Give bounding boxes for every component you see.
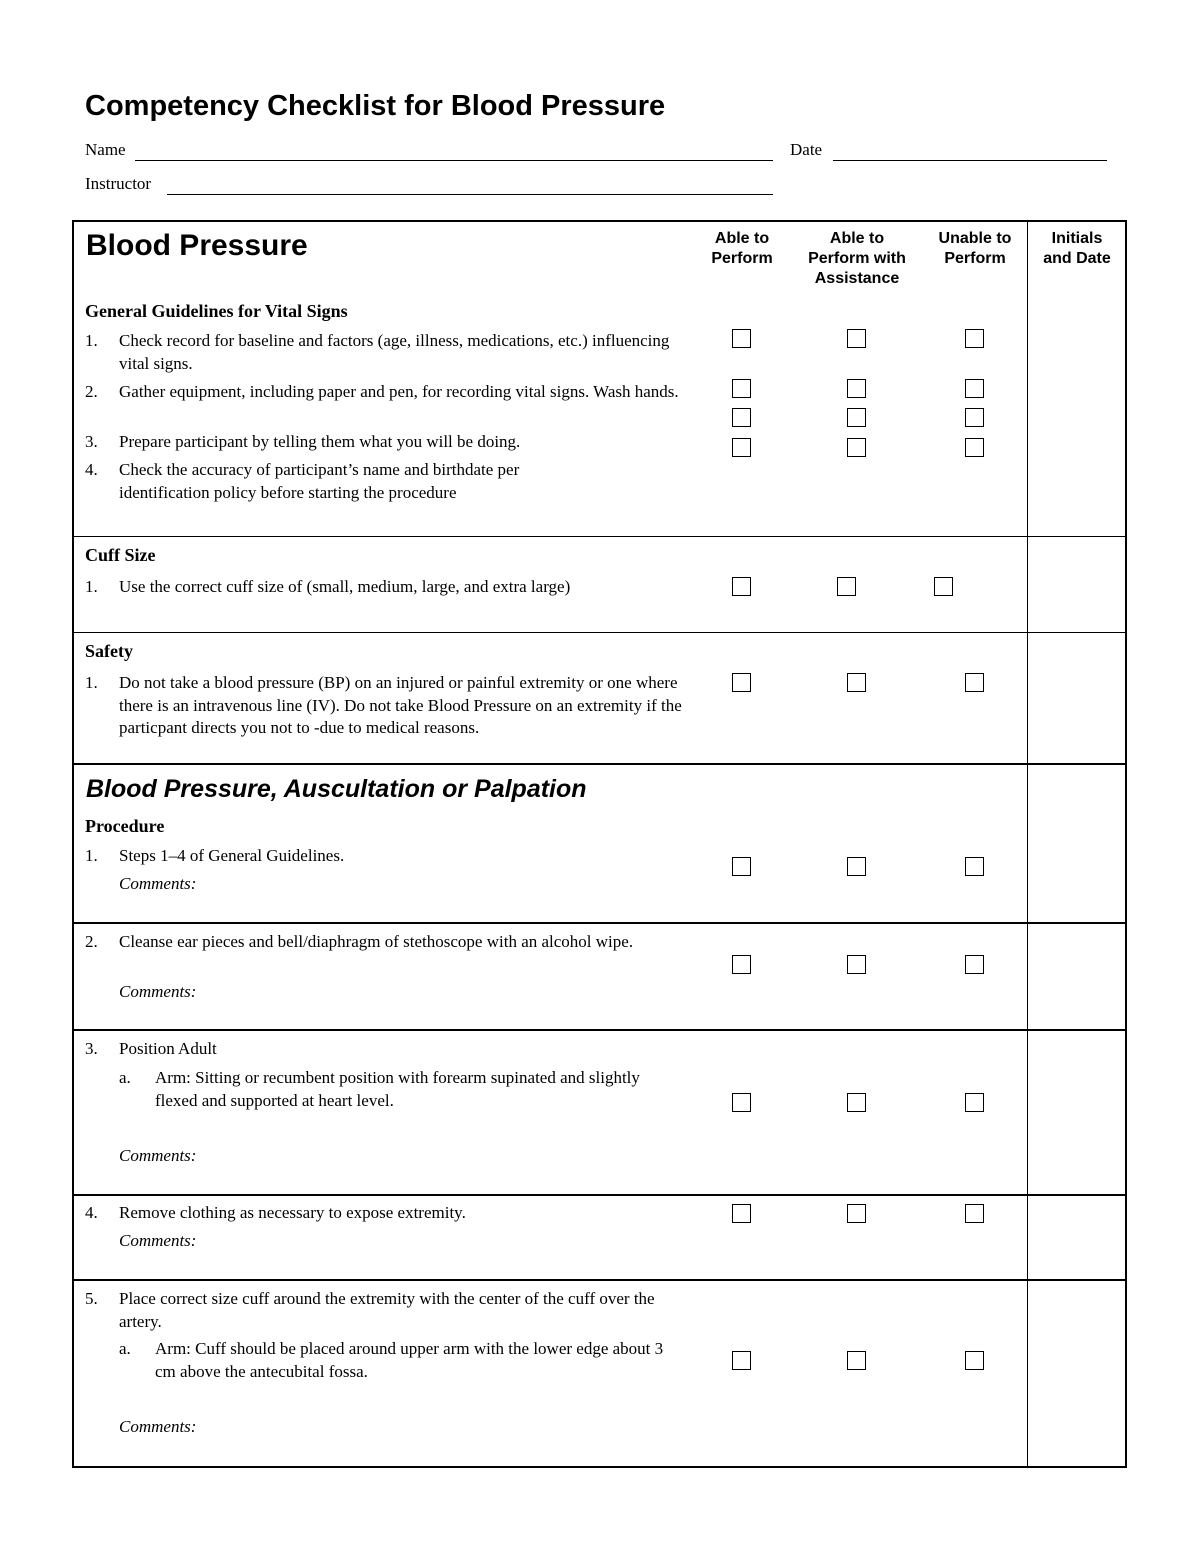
item-number: 3. bbox=[85, 432, 98, 451]
comments-label: Comments: bbox=[119, 1417, 197, 1436]
checkbox-assistance[interactable] bbox=[847, 857, 866, 876]
col-initials-and-date: Initials and Date bbox=[1043, 230, 1111, 267]
checkbox-assistance[interactable] bbox=[847, 438, 866, 457]
safety-item-1: Do not take a blood pressure (BP) on an injured or painful extremity or one where there is an intravenous line (IV). Do not take Blood Pressure on an extremity if the particpant directs you not to -due to medical reasons. bbox=[119, 673, 682, 737]
checkbox-assistance[interactable] bbox=[847, 329, 866, 348]
checkbox-assistance[interactable] bbox=[847, 955, 866, 974]
item-number: 2. bbox=[85, 382, 98, 401]
checkbox-able[interactable] bbox=[732, 438, 751, 457]
section-title-blood-pressure: Blood Pressure bbox=[86, 229, 308, 262]
checkbox-unable[interactable] bbox=[965, 857, 984, 876]
checkbox-unable[interactable] bbox=[965, 1093, 984, 1112]
row-divider bbox=[72, 1194, 1127, 1196]
col-unable-to-perform: Unable to Perform bbox=[938, 230, 1012, 267]
checkbox-unable[interactable] bbox=[965, 438, 984, 457]
step-2-text: Cleanse ear pieces and bell/diaphragm of stethoscope with an alcohol wipe. bbox=[119, 932, 634, 951]
checkbox-able[interactable] bbox=[732, 577, 751, 596]
step-number: 4. bbox=[85, 1203, 98, 1222]
checkbox-unable[interactable] bbox=[965, 955, 984, 974]
name-label: Name bbox=[85, 140, 126, 159]
checkbox-able[interactable] bbox=[732, 1351, 751, 1370]
step-3a-text: Arm: Sitting or recumbent position with forearm supinated and slightly flexed and supported at heart level. bbox=[155, 1068, 640, 1110]
cuff-item-1: Use the correct cuff size of (small, medium, large, and extra large) bbox=[119, 577, 571, 596]
checkbox-able[interactable] bbox=[732, 955, 751, 974]
checkbox-unable[interactable] bbox=[965, 379, 984, 398]
cuff-size-heading: Cuff Size bbox=[85, 545, 156, 565]
page-title: Competency Checklist for Blood Pressure bbox=[85, 90, 666, 122]
comments-label: Comments: bbox=[119, 982, 197, 1001]
general-item-1: Check record for baseline and factors (age, illness, medications, etc.) influencing vital signs. bbox=[119, 331, 670, 373]
checkbox-assistance[interactable] bbox=[847, 1204, 866, 1223]
checkbox-assistance[interactable] bbox=[847, 408, 866, 427]
step-5a-text: Arm: Cuff should be placed around upper arm with the lower edge about 3 cm above the antecubital fossa. bbox=[155, 1339, 664, 1381]
checkbox-able[interactable] bbox=[732, 1093, 751, 1112]
checkbox-able[interactable] bbox=[732, 379, 751, 398]
section-title-auscultation: Blood Pressure, Auscultation or Palpation bbox=[86, 775, 587, 803]
checkbox-unable[interactable] bbox=[965, 329, 984, 348]
comments-label: Comments: bbox=[119, 874, 197, 893]
item-number: 1. bbox=[85, 331, 98, 350]
item-number: 4. bbox=[85, 460, 98, 479]
row-divider bbox=[72, 632, 1127, 633]
step-number: 3. bbox=[85, 1039, 98, 1058]
step-number: 5. bbox=[85, 1289, 98, 1308]
checkbox-able[interactable] bbox=[732, 1204, 751, 1223]
checkbox-unable[interactable] bbox=[965, 1351, 984, 1370]
step-3-text: Position Adult bbox=[119, 1039, 217, 1058]
substep-letter: a. bbox=[119, 1339, 131, 1358]
row-divider bbox=[72, 536, 1127, 537]
checkbox-able[interactable] bbox=[732, 329, 751, 348]
step-5-text: Place correct size cuff around the extremity with the center of the cuff over the artery. bbox=[119, 1289, 655, 1331]
general-item-2: Gather equipment, including paper and pen, for recording vital signs. Wash hands. bbox=[119, 382, 679, 401]
checkbox-unable[interactable] bbox=[965, 1204, 984, 1223]
substep-letter: a. bbox=[119, 1068, 131, 1087]
general-item-4: Check the accuracy of participant’s name and birthdate per identification policy before starting the procedure bbox=[119, 460, 520, 502]
checkbox-able[interactable] bbox=[732, 408, 751, 427]
step-4-text: Remove clothing as necessary to expose extremity. bbox=[119, 1203, 466, 1222]
checkbox-assistance[interactable] bbox=[847, 379, 866, 398]
checkbox-unable[interactable] bbox=[934, 577, 953, 596]
date-field[interactable] bbox=[833, 160, 1107, 161]
instructor-field[interactable] bbox=[167, 194, 773, 195]
name-field[interactable] bbox=[135, 160, 773, 161]
col-perform-with-assistance: Able to Perform with Assistance bbox=[808, 230, 906, 287]
step-number: 2. bbox=[85, 932, 98, 951]
row-divider bbox=[72, 1029, 1127, 1031]
checkbox-able[interactable] bbox=[732, 673, 751, 692]
checkbox-assistance[interactable] bbox=[847, 1351, 866, 1370]
general-guidelines-heading: General Guidelines for Vital Signs bbox=[85, 301, 348, 321]
checkbox-assistance[interactable] bbox=[837, 577, 856, 596]
date-label: Date bbox=[790, 140, 823, 159]
step-number: 1. bbox=[85, 846, 98, 865]
checkbox-unable[interactable] bbox=[965, 408, 984, 427]
col-able-to-perform: Able to Perform bbox=[711, 230, 773, 267]
comments-label: Comments: bbox=[119, 1231, 197, 1250]
checkbox-assistance[interactable] bbox=[847, 673, 866, 692]
item-number: 1. bbox=[85, 673, 98, 692]
checkbox-assistance[interactable] bbox=[847, 1093, 866, 1112]
comments-label: Comments: bbox=[119, 1146, 197, 1165]
checkbox-unable[interactable] bbox=[965, 673, 984, 692]
checkbox-able[interactable] bbox=[732, 857, 751, 876]
step-1-text: Steps 1–4 of General Guidelines. bbox=[119, 846, 345, 865]
item-number: 1. bbox=[85, 577, 98, 596]
row-divider bbox=[72, 1279, 1127, 1281]
general-item-3: Prepare participant by telling them what you will be doing. bbox=[119, 432, 521, 451]
safety-heading: Safety bbox=[85, 641, 133, 661]
row-divider bbox=[72, 922, 1127, 924]
instructor-label: Instructor bbox=[85, 174, 152, 193]
procedure-heading: Procedure bbox=[85, 816, 165, 836]
section-divider bbox=[72, 763, 1127, 765]
